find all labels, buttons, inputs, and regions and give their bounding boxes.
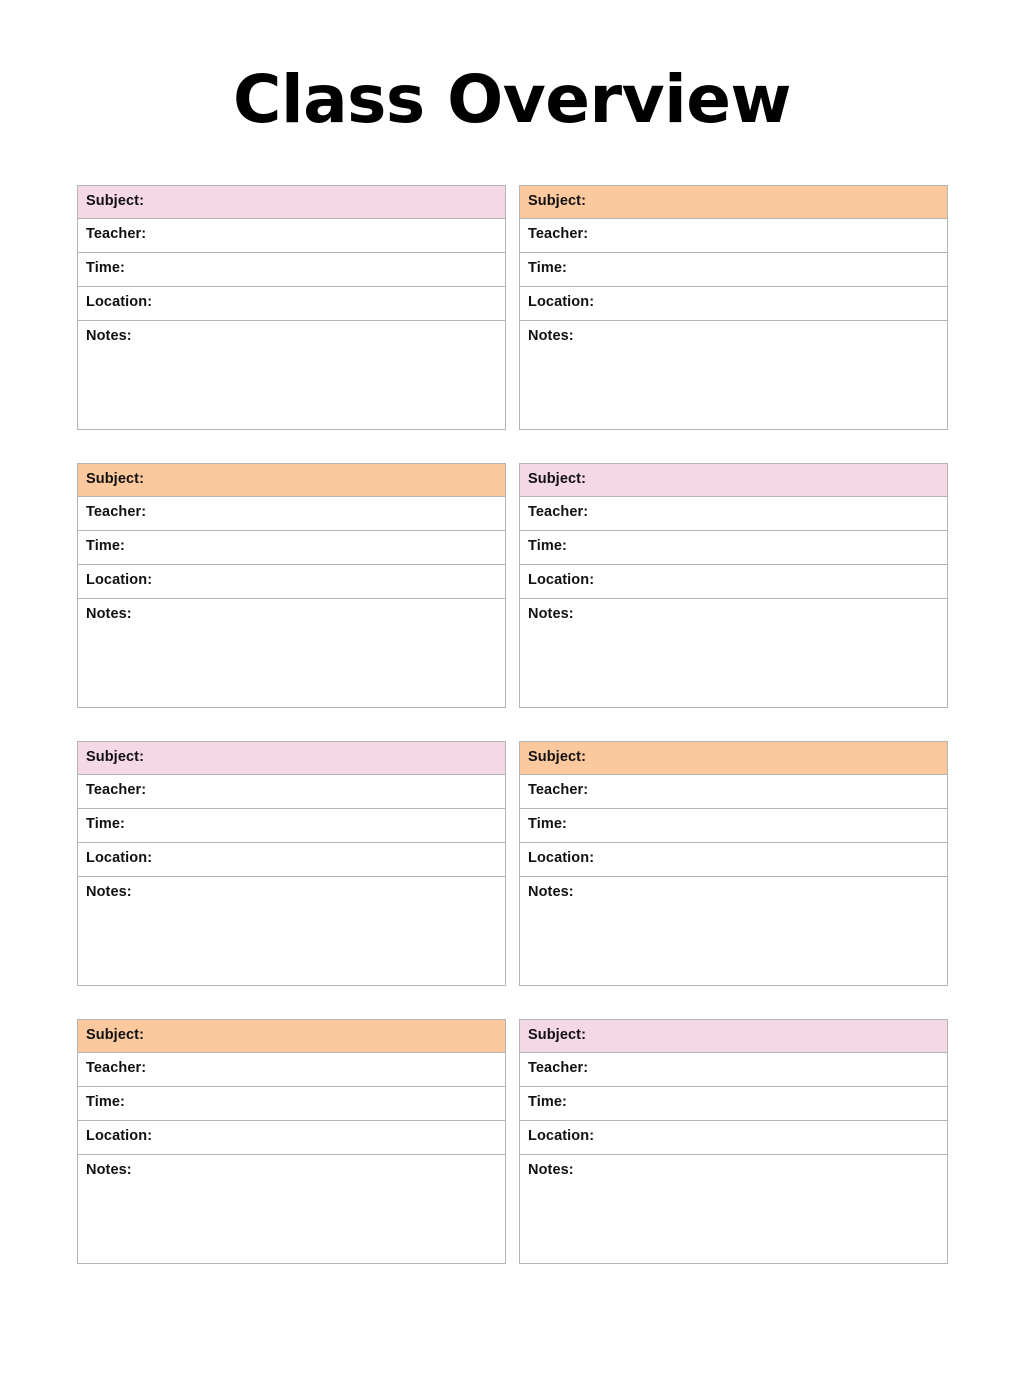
card-row-subject[interactable] xyxy=(520,1020,947,1053)
card-row-time[interactable] xyxy=(520,809,947,843)
location-label: Location: xyxy=(86,850,153,867)
card-row-notes[interactable] xyxy=(520,1155,947,1263)
location-label: Location: xyxy=(86,1128,153,1145)
subject-label: Subject: xyxy=(528,192,586,209)
subject-label: Subject: xyxy=(86,1026,144,1043)
card-row-teacher[interactable] xyxy=(520,219,947,253)
location-label: Location: xyxy=(86,572,153,589)
teacher-label: Teacher: xyxy=(528,1060,589,1077)
card-row-teacher[interactable] xyxy=(78,775,505,809)
card-row-subject[interactable] xyxy=(78,742,505,775)
teacher-label: Teacher: xyxy=(86,226,147,243)
subject-label: Subject: xyxy=(86,192,144,209)
card-row-location[interactable] xyxy=(520,843,947,877)
time-label: Time: xyxy=(528,816,567,833)
time-label: Time: xyxy=(86,260,125,277)
notes-label: Notes: xyxy=(86,1161,132,1178)
page-title: Class Overview xyxy=(233,61,791,138)
card-row-time[interactable] xyxy=(520,531,947,565)
class-card xyxy=(77,741,506,986)
card-row-teacher[interactable] xyxy=(520,1053,947,1087)
card-row-teacher[interactable] xyxy=(520,497,947,531)
card-row-time[interactable] xyxy=(520,253,947,287)
card-row-time[interactable] xyxy=(78,1087,505,1121)
time-label: Time: xyxy=(86,816,125,833)
teacher-label: Teacher: xyxy=(528,504,589,521)
card-row-location[interactable] xyxy=(520,565,947,599)
card-row-subject[interactable] xyxy=(78,464,505,497)
card-row-notes[interactable] xyxy=(520,321,947,429)
card-row-teacher[interactable] xyxy=(78,1053,505,1087)
time-label: Time: xyxy=(528,1094,567,1111)
class-card xyxy=(519,463,948,708)
teacher-label: Teacher: xyxy=(86,504,147,521)
subject-label: Subject: xyxy=(528,1026,586,1043)
location-label: Location: xyxy=(528,1128,595,1145)
location-label: Location: xyxy=(86,294,153,311)
time-label: Time: xyxy=(528,538,567,555)
card-row-subject[interactable] xyxy=(520,464,947,497)
card-row-location[interactable] xyxy=(520,287,947,321)
card-row-location[interactable] xyxy=(78,1121,505,1155)
card-row-time[interactable] xyxy=(520,1087,947,1121)
location-label: Location: xyxy=(528,572,595,589)
time-label: Time: xyxy=(528,260,567,277)
card-row-subject[interactable] xyxy=(78,1020,505,1053)
card-row-location[interactable] xyxy=(78,843,505,877)
class-card xyxy=(77,463,506,708)
subject-label: Subject: xyxy=(528,470,586,487)
notes-label: Notes: xyxy=(528,605,574,622)
card-row-location[interactable] xyxy=(78,287,505,321)
location-label: Location: xyxy=(528,850,595,867)
card-row-subject[interactable] xyxy=(520,742,947,775)
card-row-subject[interactable] xyxy=(78,186,505,219)
teacher-label: Teacher: xyxy=(528,226,589,243)
notes-label: Notes: xyxy=(528,327,574,344)
card-row-subject[interactable] xyxy=(520,186,947,219)
notes-label: Notes: xyxy=(86,883,132,900)
notes-label: Notes: xyxy=(86,605,132,622)
subject-label: Subject: xyxy=(86,470,144,487)
card-row-location[interactable] xyxy=(78,565,505,599)
card-row-notes[interactable] xyxy=(78,877,505,985)
class-card xyxy=(519,1019,948,1264)
class-card xyxy=(519,741,948,986)
card-row-location[interactable] xyxy=(520,1121,947,1155)
time-label: Time: xyxy=(86,1094,125,1111)
card-row-teacher[interactable] xyxy=(520,775,947,809)
card-row-teacher[interactable] xyxy=(78,497,505,531)
notes-label: Notes: xyxy=(528,883,574,900)
notes-label: Notes: xyxy=(86,327,132,344)
class-card xyxy=(77,1019,506,1264)
teacher-label: Teacher: xyxy=(528,782,589,799)
card-row-notes[interactable] xyxy=(520,599,947,707)
class-card xyxy=(77,185,506,430)
card-row-teacher[interactable] xyxy=(78,219,505,253)
subject-label: Subject: xyxy=(86,748,144,765)
subject-label: Subject: xyxy=(528,748,586,765)
time-label: Time: xyxy=(86,538,125,555)
card-row-notes[interactable] xyxy=(78,599,505,707)
card-row-time[interactable] xyxy=(78,253,505,287)
worksheet-page xyxy=(0,61,1024,1390)
class-card xyxy=(519,185,948,430)
card-row-time[interactable] xyxy=(78,531,505,565)
teacher-label: Teacher: xyxy=(86,782,147,799)
card-row-notes[interactable] xyxy=(78,321,505,429)
card-row-notes[interactable] xyxy=(520,877,947,985)
notes-label: Notes: xyxy=(528,1161,574,1178)
location-label: Location: xyxy=(528,294,595,311)
card-row-notes[interactable] xyxy=(78,1155,505,1263)
class-card-grid xyxy=(0,185,1024,1264)
card-row-time[interactable] xyxy=(78,809,505,843)
teacher-label: Teacher: xyxy=(86,1060,147,1077)
